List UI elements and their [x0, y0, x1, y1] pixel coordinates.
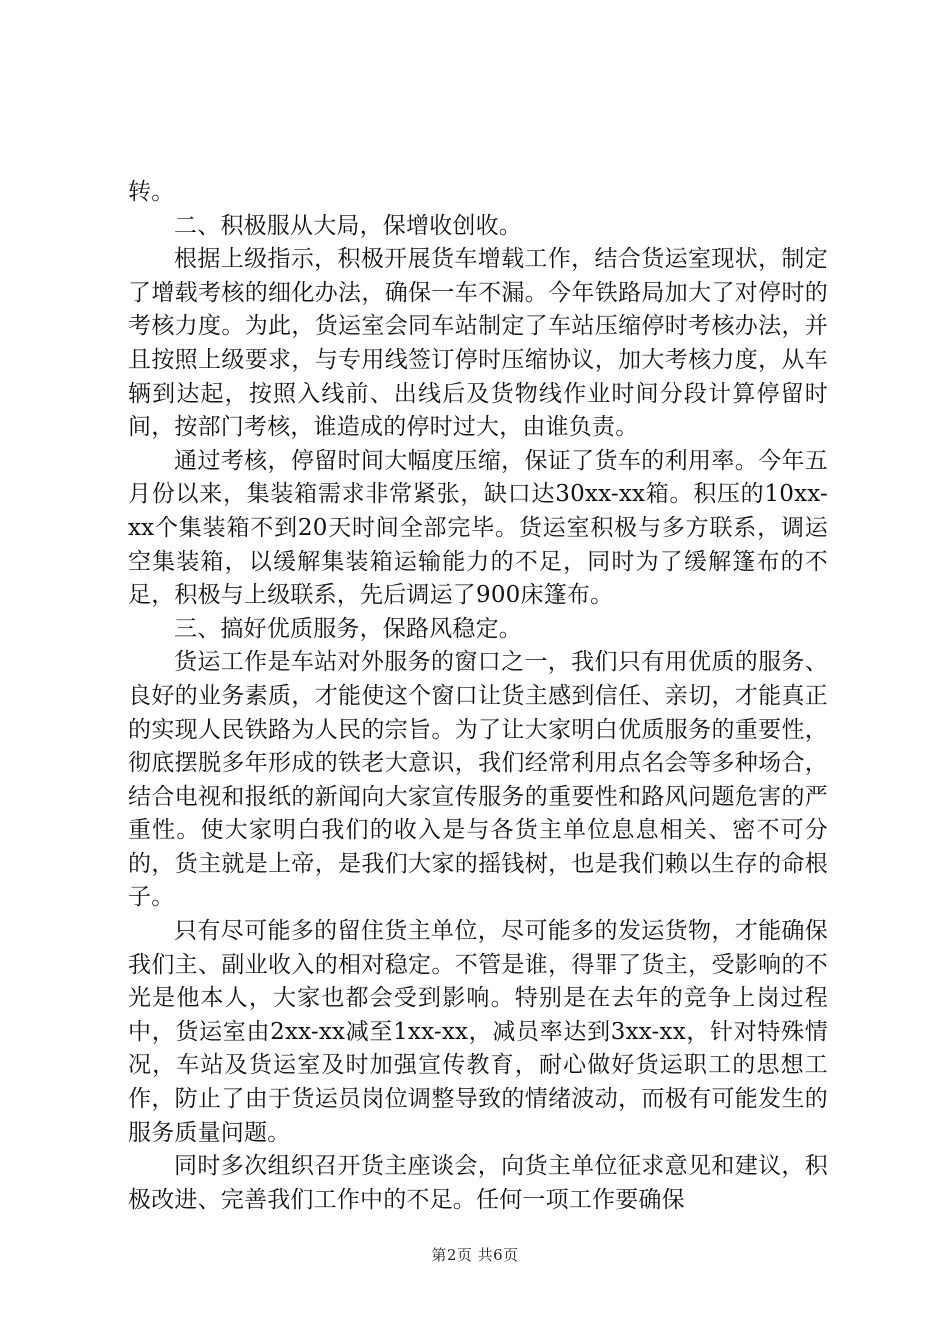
section-heading-3: 三、搞好优质服务，保路风稳定。	[174, 615, 522, 642]
paragraph-continuation: 转。	[128, 179, 175, 205]
paragraph-customer-forum: 同时多次组织召开货主座谈会，向货主单位征求意见和建议，积极改进、完善我们工作中的不足。任何一项工作要确保	[128, 1153, 828, 1213]
paragraph-retain-customers: 只有尽可能多的留住货主单位，尽可能多的发运货物，才能确保我们主、副业收入的相对稳定。不管是谁，得罪了货主，受影响的不光是他本人，大家也都会受到影响。特别是在去年的竞争上岗过程中，货运室由2xx-xx减至1xx-xx，减员率达到3xx-xx，针对特殊情况，车站及货运室及时加强宣传教育，耐心做好货运职工的思想工作，防止了由于货运员岗位调整导致的情绪波动，而极有可能发生的服务质量问题。	[128, 918, 828, 1146]
paragraph-quality-service: 货运工作是车站对外服务的窗口之一，我们只有用优质的服务、良好的业务素质，才能使这个窗口让货主感到信任、亲切，才能真正的实现人民铁路为人民的宗旨。为了让大家明白优质服务的重要性，彻底摆脱多年形成的铁老大意识，我们经常利用点名会等多种场合，结合电视和报纸的新闻向大家宣传服务的重要性和路风问题危害的严重性。使大家明白我们的收入是与各货主单位息息相关、密不可分的，货主就是上帝，是我们大家的摇钱树，也是我们赖以生存的命根子。	[128, 649, 828, 911]
page-number-footer: 第2页 共6页	[431, 1246, 519, 1264]
section-heading-2: 二、积极服从大局，保增收创收。	[174, 212, 522, 239]
paragraph-assessment-results: 通过考核，停留时间大幅度压缩，保证了货车的利用率。今年五月份以来，集装箱需求非常紧张，缺口达30xx-xx箱。积压的10xx-xx个集装箱不到20天时间全部完毕。货运室积极与多方联系，调运空集装箱，以缓解集装箱运输能力的不足，同时为了缓解篷布的不足，积极与上级联系，先后调运了900床篷布。	[128, 447, 828, 609]
document-body	[128, 176, 828, 1217]
paragraph-freight-loading: 根据上级指示，积极开展货车增载工作，结合货运室现状，制定了增载考核的细化办法，确保一车不漏。今年铁路局加大了对停时的考核力度。为此，货运室会同车站制定了车站压缩停时考核办法，并且按照上级要求，与专用线签订停时压缩协议，加大考核力度，从车辆到达起，按照入线前、出线后及货物线作业时间分段计算停留时间，按部门考核，谁造成的停时过大，由谁负责。	[128, 246, 828, 441]
